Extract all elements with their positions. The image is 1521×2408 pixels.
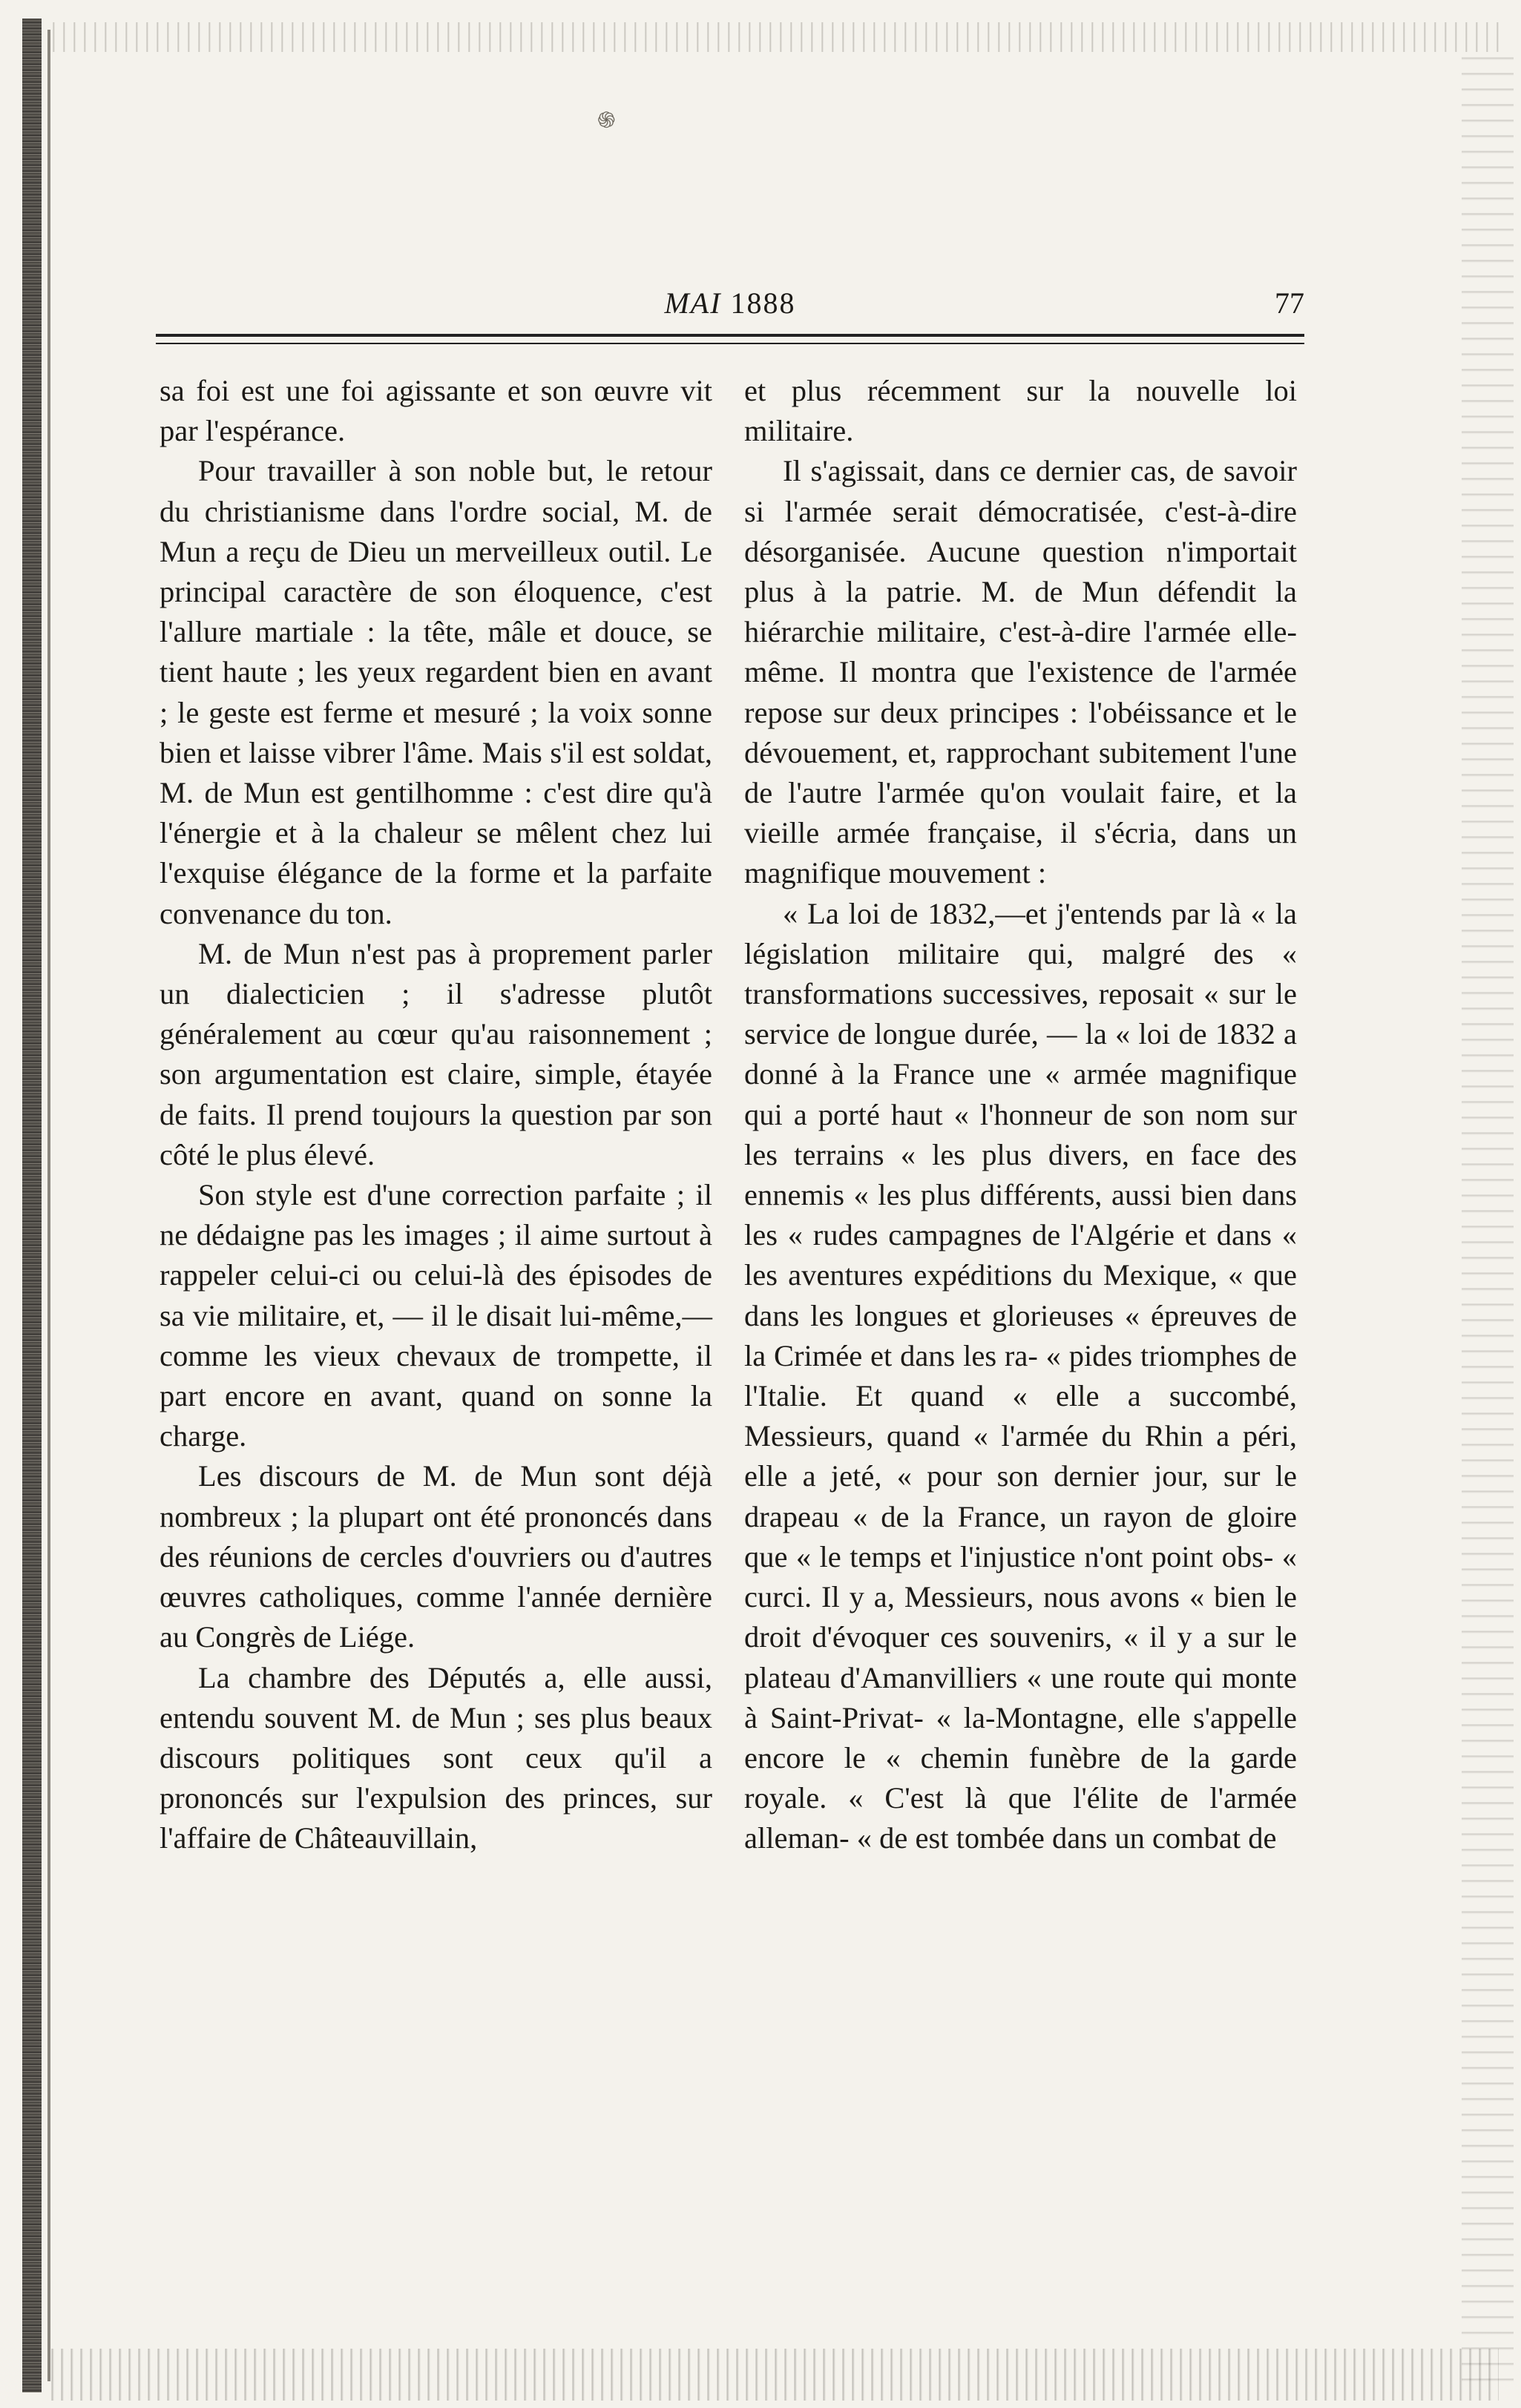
header-rule-thin (156, 343, 1304, 344)
running-title (156, 286, 1304, 320)
scan-noise-top (45, 22, 1499, 52)
ink-blot-icon: ֍ (597, 108, 616, 133)
running-header (156, 286, 1304, 330)
paragraph: M. de Mun n'est pas à proprement parler un dialecticien ; il s'adresse plutôt généralement au cœur qu'au raisonnement ; son argumentation est claire, simple, étayée de faits. Il prend toujours la question par son côté le plus élevé. (160, 936, 712, 1171)
header-year: 1888 (730, 286, 796, 320)
header-rule-thick (156, 334, 1304, 337)
paragraph: Pour travailler à son noble but, le retour du christianisme dans l'ordre social, M. de Mun a reçu de Dieu un merveilleux outil. Le principal caractère de son éloquence, c'est l'allure martiale : la tête, mâle et douce, se tient haute ; les yeux regardent bien en avant ; le geste est ferme et mesuré ; la voix sonne bien et laisse vibrer l'âme. Mais s'il est soldat, M. de Mun est gentilhomme : c'est dire qu'à l'énergie et à la chaleur se mêlent chez lui l'exquise élégance de la forme et la parfaite convenance du ton. (160, 454, 712, 930)
paragraph: La chambre des Députés a, elle aussi, entendu souvent M. de Mun ; ses plus beaux discours politiques sont ceux qu'il a prononcés sur l'expulsion des princes, sur l'affaire de Châteauvillain, (160, 1660, 712, 1855)
paragraph: et plus récemment sur la nouvelle loi militaire. (744, 374, 1297, 448)
quoted-speech: « La loi de 1832,—et j'entends par là « la législation militaire qui, malgré des « transformations successives, reposait « sur le service de longue durée, — la « loi de 1832 a donné à la France une « armée magnifique qui a porté haut « l'honneur de son nom sur les terrains « les plus divers, en face des ennemis « les plus différents, aussi bien dans les « rudes campagnes de l'Algérie et dans « les aventures expéditions du Mexique, « que dans les longues et glorieuses « épreuves de la Crimée et dans les ra- « pides triomphes de l'Italie. Et quand « elle a succombé, Messieurs, quand « l'armée du Rhin a péri, elle a jeté, « pour son dernier jour, sur le drapeau « de la France, un rayon de gloire que « le temps et l'injustice n'ont point obs- « curci. Il y a, Messieurs, nous avons « bien le droit d'évoquer ces souvenirs, « il y a sur le plateau d'Amanvilliers « une route qui monte à Saint-Privat- « la-Montagne, elle s'appelle encore le « chemin funèbre de la garde royale. « C'est là que l'élite de l'armée alleman- « de est tombée dans un combat de (744, 896, 1297, 1855)
page-number: 77 (1275, 286, 1304, 320)
left-column (160, 371, 712, 1859)
scan-noise-right (1462, 45, 1514, 2381)
header-month: MAI (664, 286, 722, 320)
scan-noise-bottom (45, 2349, 1499, 2401)
right-column (744, 371, 1297, 1859)
paragraph: Son style est d'une correction parfaite ; il ne dédaigne pas les images ; il aime surtout à rappeler celui-ci ou celui-là des épisodes de sa vie militaire, et, — il le disait lui-même,— comme les vieux chevaux de trompette, il part encore en avant, quand on sonne la charge. (160, 1178, 712, 1453)
margin-line (47, 30, 50, 2381)
paragraph: Il s'agissait, dans ce dernier cas, de savoir si l'armée serait démocratisée, c'est-à-dire désorganisée. Aucune question n'importait plus à la patrie. M. de Mun défendit la hiérarchie militaire, c'est-à-dire l'armée elle-même. Il montra que l'existence de l'armée repose sur deux principes : l'obéissance et le dévouement, et, rapprochant subitement l'une de l'autre l'armée qu'on voulait faire, et la vieille armée française, il s'écria, dans un magnifique mouvement : (744, 454, 1297, 890)
paragraph: sa foi est une foi agissante et son œuvre vit par l'espérance. (160, 374, 712, 448)
binding-edge (22, 19, 42, 2392)
paragraph: Les discours de M. de Mun sont déjà nombreux ; la plupart ont été prononcés dans des réunions de cercles d'ouvriers ou d'autres œuvres catholiques, comme l'année dernière au Congrès de Liége. (160, 1459, 712, 1654)
